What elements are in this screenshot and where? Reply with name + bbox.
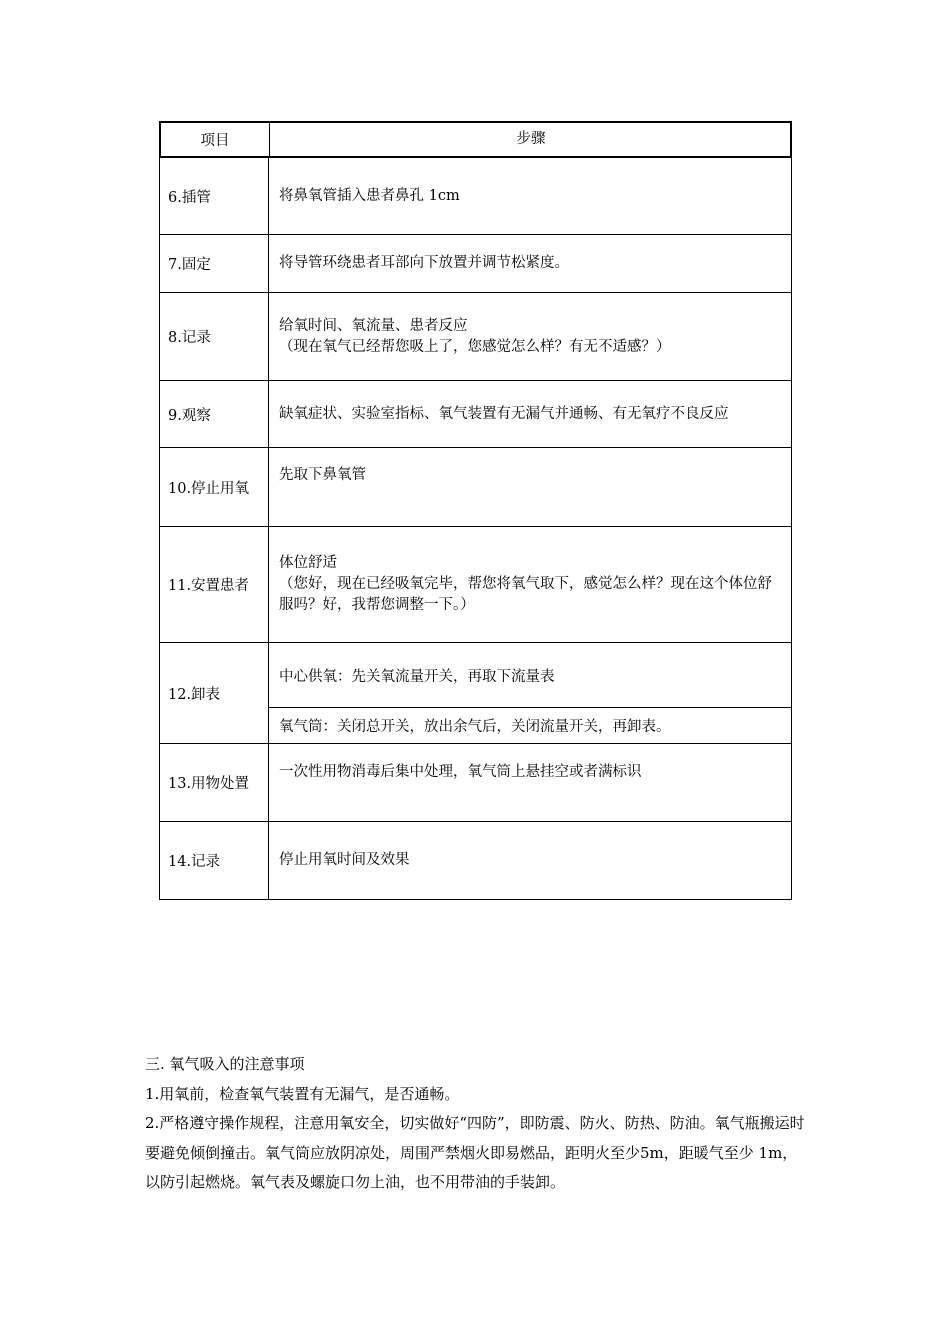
row-item: 14.记录	[160, 822, 269, 899]
row-item: 11.安置患者	[160, 527, 269, 642]
row-steps	[269, 643, 791, 743]
header-item: 项目	[161, 123, 270, 156]
row-item: 12.卸表	[160, 643, 269, 743]
row-steps	[269, 235, 791, 292]
table-row	[159, 527, 792, 643]
row-item: 8.记录	[160, 293, 269, 380]
step-text: 体位舒适	[279, 555, 337, 571]
step-text: （您好，现在已经吸氧完毕，帮您将氧气取下，感觉怎么样？现在这个体位舒服吗？好，我帮您调整一下。）	[279, 576, 772, 613]
table-header	[159, 121, 792, 158]
row-steps	[269, 293, 791, 380]
row-steps	[269, 158, 791, 234]
row-steps	[269, 822, 791, 899]
step-text: 将导管环绕患者耳部向下放置并调节松紧度。	[279, 255, 569, 271]
table-row	[159, 822, 792, 900]
procedure-table	[159, 121, 792, 900]
row-item: 10.停止用氧	[160, 448, 269, 526]
step-text: 停止用氧时间及效果	[279, 852, 410, 868]
step-text: 将鼻氧管插入患者鼻孔 1cm	[279, 187, 460, 204]
note-item: 2.严格遵守操作规程，注意用氧安全，切实做好“四防”，即防震、防火、防热、防油。氧气瓶搬运时要避免倾倒撞击。氧气筒应放阴凉处，周围严禁烟火即易燃品，距明火至少5m，距暖气至少 1m，以防引起燃烧。氧气表及螺旋口勿上油，也不用带油的手装卸。	[145, 1114, 805, 1191]
step-text: 缺氧症状、实验室指标、氧气装置有无漏气并通畅、有无氧疗不良反应	[279, 405, 729, 422]
row-item: 9.观察	[160, 381, 269, 447]
table-row	[159, 381, 792, 448]
step-text: （现在氧气已经帮您吸上了，您感觉怎么样？有无不适感？）	[279, 338, 671, 355]
section-heading: 三. 氧气吸入的注意事项	[145, 1055, 305, 1073]
step-text: 中心供氧：先关氧流量开关，再取下流量表	[269, 643, 791, 708]
table-row	[159, 448, 792, 527]
table-row	[159, 235, 792, 293]
row-steps	[269, 448, 791, 526]
precautions-section	[145, 1050, 805, 1198]
table-row	[159, 643, 792, 744]
step-text: 一次性用物消毒后集中处理，氧气筒上悬挂空或者满标识	[279, 764, 642, 780]
note-item: 1.用氧前，检查氧气装置有无漏气，是否通畅。	[145, 1084, 460, 1103]
table-row	[159, 158, 792, 235]
header-steps: 步骤	[516, 131, 546, 147]
row-steps	[269, 381, 791, 447]
step-text: 先取下鼻氧管	[279, 467, 366, 483]
table-row	[159, 744, 792, 822]
step-text: 氧气筒：关闭总开关，放出余气后，关闭流量开关，再卸表。	[279, 719, 671, 735]
table-row	[159, 293, 792, 381]
row-item: 13.用物处置	[160, 744, 269, 821]
row-steps	[269, 527, 791, 642]
row-item: 7.固定	[160, 235, 269, 292]
row-steps	[269, 744, 791, 821]
row-item: 6.插管	[160, 158, 269, 234]
step-text: 给氧时间、氧流量、患者反应	[279, 317, 468, 334]
